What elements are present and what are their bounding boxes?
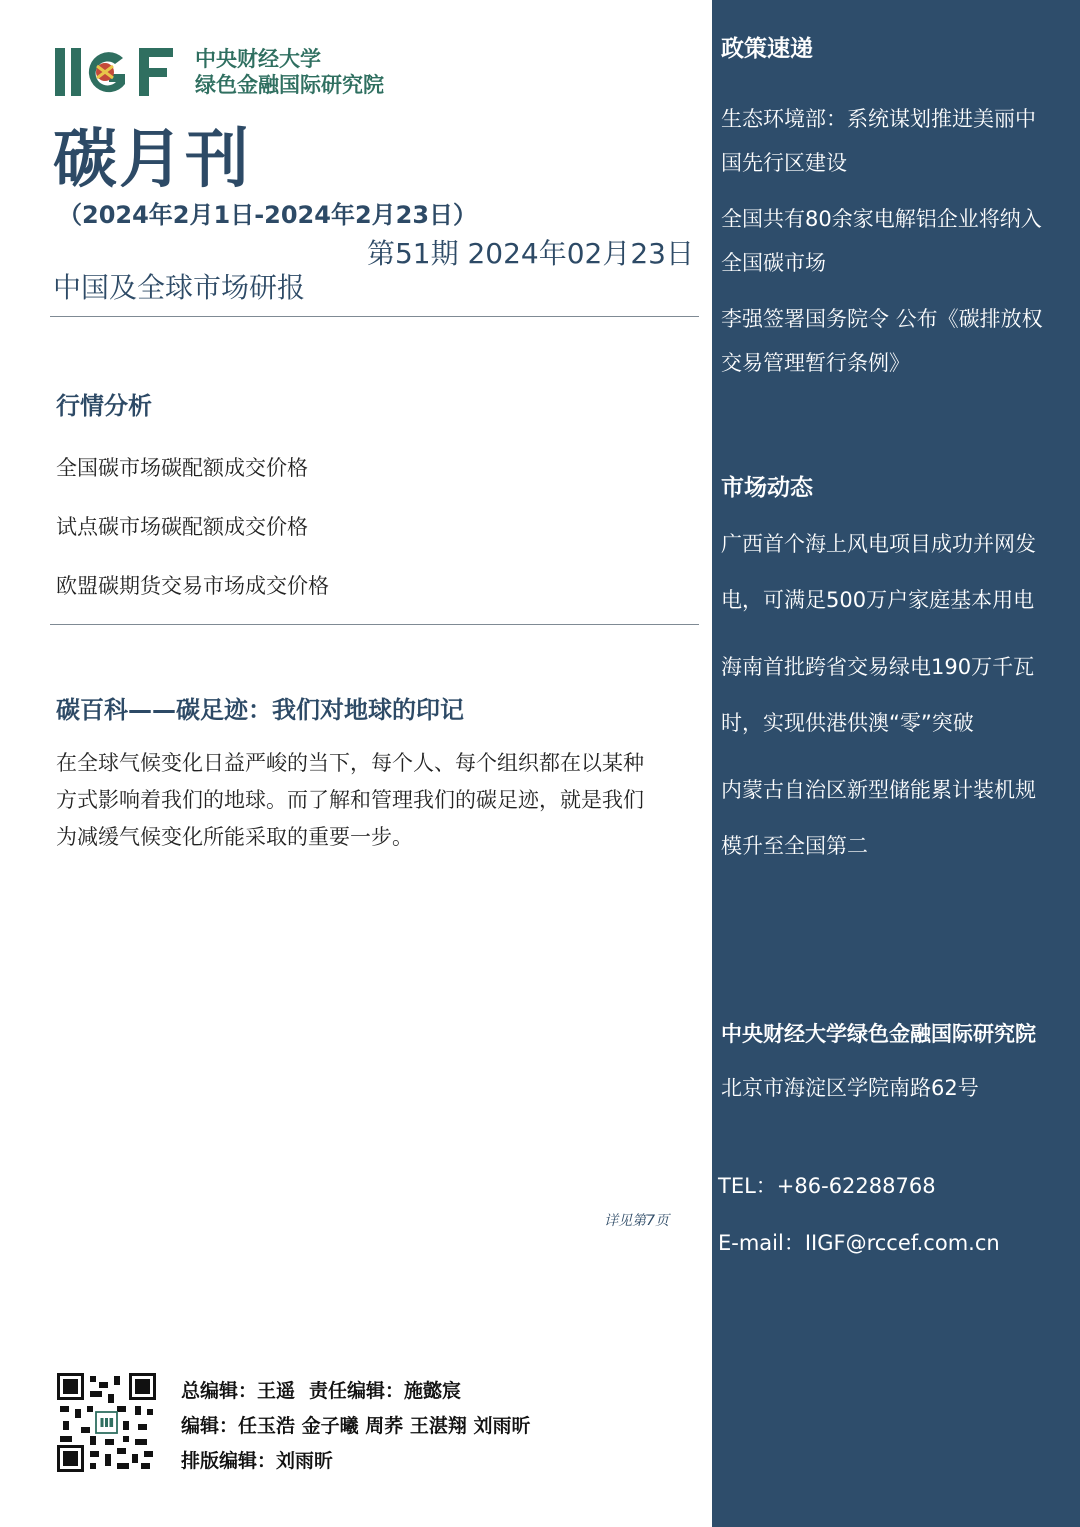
policy-news[interactable]	[721, 97, 1073, 185]
date-range: （2024年2月1日-2024年2月23日）	[58, 201, 478, 229]
news-line: 生态环境部：系统谋划推进美丽中	[721, 107, 1036, 131]
news-line: 国先行区建设	[721, 151, 847, 175]
market-news[interactable]	[721, 516, 1073, 628]
news-line: 李强签署国务院令 公布《碳排放权	[721, 307, 1043, 331]
news-line: 全国共有80余家电解铝企业将纳入	[721, 207, 1042, 231]
logo-line1: 中央财经大学	[195, 47, 321, 71]
chief-editor: 总编辑：王遥	[181, 1380, 296, 1402]
news-line: 交易管理暂行条例》	[721, 351, 910, 375]
logo-text	[195, 46, 384, 98]
paragraph-line: 为减缓气候变化所能采取的重要一步。	[56, 825, 413, 849]
org-tel: TEL：+86-62288768	[718, 1174, 936, 1198]
analysis-item[interactable]: 试点碳市场碳配额成交价格	[56, 515, 308, 539]
market-heading: 市场动态	[721, 475, 813, 501]
logo-line2: 绿色金融国际研究院	[195, 73, 384, 97]
layout-editor: 排版编辑：刘雨昕	[181, 1450, 334, 1472]
news-line: 全国碳市场	[721, 251, 826, 275]
sidebar	[712, 0, 1080, 1527]
news-line: 电，可满足500万户家庭基本用电	[721, 588, 1035, 612]
org-name: 中央财经大学绿色金融国际研究院	[721, 1022, 1036, 1046]
credits	[181, 1374, 530, 1479]
qr-code	[57, 1373, 156, 1472]
encyclopedia-paragraph	[56, 745, 676, 856]
editors: 编辑：任玉浩 金子曦 周荞 王湛翔 刘雨昕	[181, 1415, 531, 1437]
divider	[50, 624, 699, 625]
paragraph-line: 方式影响着我们的地球。而了解和管理我们的碳足迹，就是我们	[56, 788, 644, 812]
policy-heading: 政策速递	[721, 36, 813, 62]
news-line: 模升至全国第二	[721, 834, 868, 858]
news-line: 内蒙古自治区新型储能累计装机规	[721, 778, 1036, 802]
news-line: 广西首个海上风电项目成功并网发	[721, 532, 1036, 556]
org-address: 北京市海淀区学院南路62号	[721, 1076, 979, 1100]
encyclopedia-heading: 碳百科——碳足迹：我们对地球的印记	[56, 696, 464, 724]
responsible-editor: 责任编辑：施懿宸	[309, 1380, 462, 1402]
iigf-logo	[53, 44, 183, 100]
market-analysis-heading: 行情分析	[56, 392, 152, 420]
policy-news[interactable]	[721, 197, 1073, 285]
news-line: 时，实现供港供澳“零”突破	[721, 711, 974, 735]
paragraph-line: 在全球气候变化日益严峻的当下，每个人、每个组织都在以某种	[56, 751, 644, 775]
org-email[interactable]: E-mail：IIGF@rccef.com.cn	[718, 1231, 1000, 1255]
market-news[interactable]	[721, 762, 1073, 874]
page-title: 碳月刊	[53, 123, 251, 197]
news-line: 海南首批跨省交易绿电190万千瓦	[721, 655, 1035, 679]
analysis-item[interactable]: 全国碳市场碳配额成交价格	[56, 456, 308, 480]
market-news[interactable]	[721, 639, 1073, 751]
subtitle: 中国及全球市场研报	[53, 271, 306, 304]
issue-number: 第51期 2024年02月23日	[366, 237, 694, 270]
policy-news[interactable]	[721, 297, 1073, 385]
see-more-link[interactable]: 详见第7页	[604, 1213, 669, 1229]
analysis-item[interactable]: 欧盟碳期货交易市场成交价格	[56, 574, 329, 598]
divider	[50, 316, 699, 317]
